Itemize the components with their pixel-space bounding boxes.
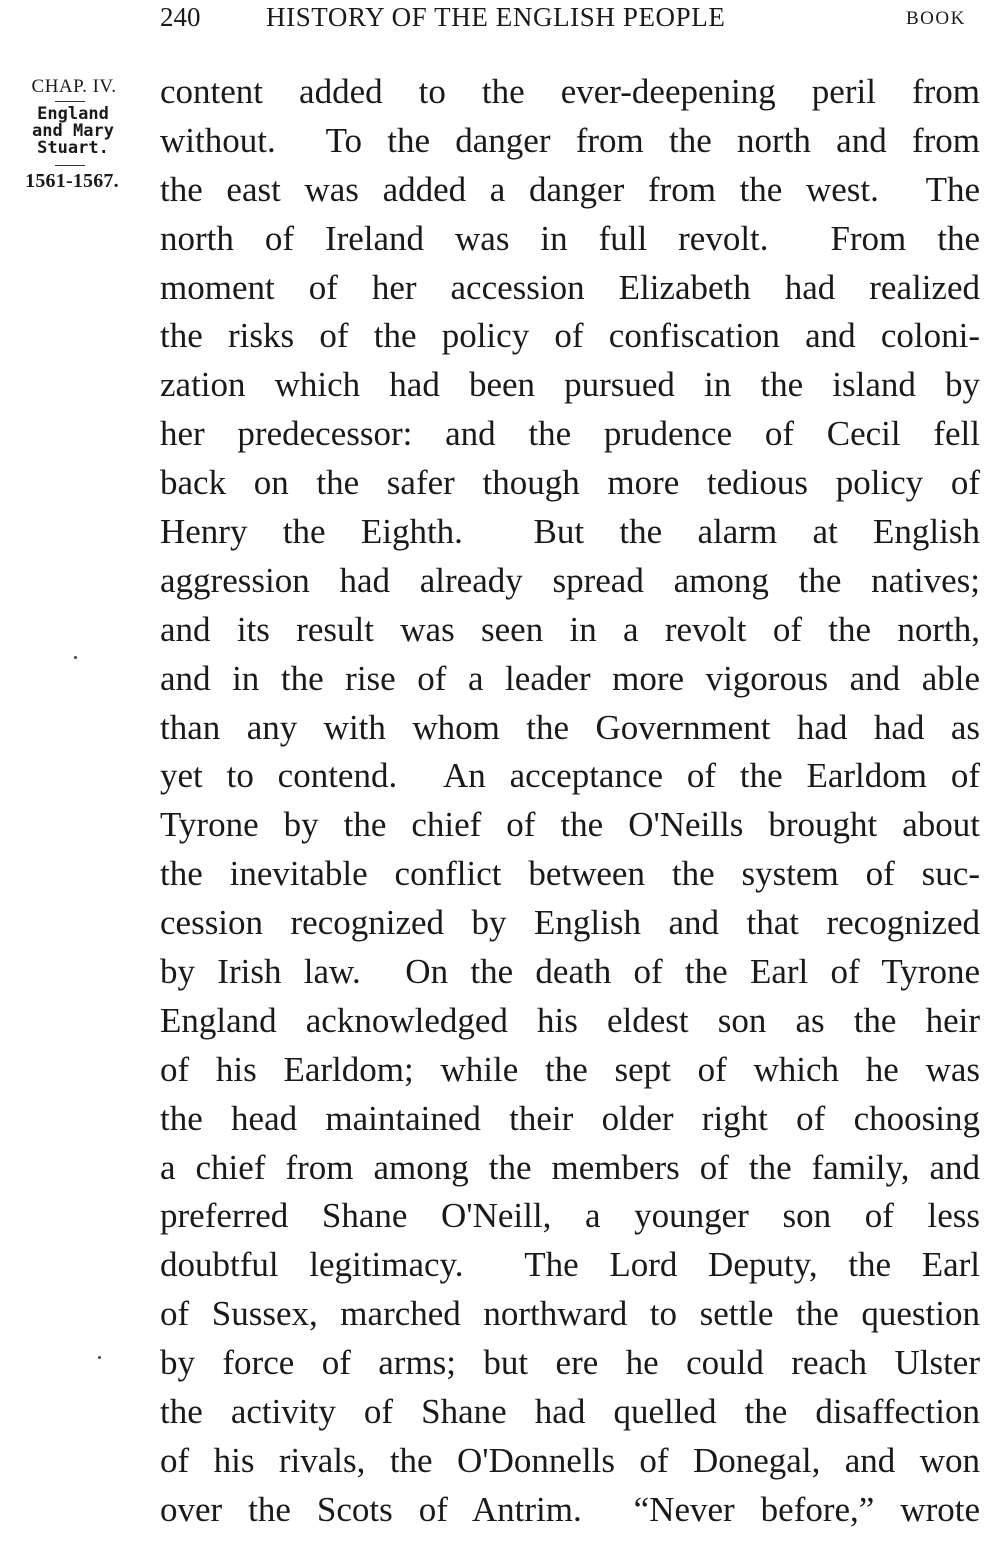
text-line: of his rivals, the O'Donnells of Donegal, and won	[160, 1440, 980, 1480]
text-line: her predecessor: and the prudence of Cecil fell	[160, 414, 980, 454]
text-line: doubtful legitimacy. The Lord Deputy, the Earl	[160, 1245, 980, 1285]
text-line: England acknowledged his eldest son as the heir	[160, 1000, 980, 1040]
text-line: moment of her accession Elizabeth had realized	[160, 267, 980, 307]
text-line: of his Earldom; while the sept of which he was	[160, 1049, 980, 1089]
print-speck	[98, 1356, 101, 1359]
text-line: back on the safer though more tedious policy of	[160, 463, 980, 503]
page-number: 240	[160, 2, 201, 32]
chapter-label: CHAP. IV.	[31, 76, 117, 97]
text-line: the risks of the policy of confiscation and coloni-	[160, 316, 980, 356]
margin-topic-line: England	[37, 104, 109, 124]
text-line: and in the rise of a leader more vigorous and able	[160, 658, 980, 698]
text-line: yet to contend. An acceptance of the Earldom of	[160, 756, 980, 796]
text-line: aggression had already spread among the natives;	[160, 560, 980, 600]
text-line: content added to the ever-deepening peril from	[160, 72, 980, 111]
margin-rule	[55, 165, 85, 166]
running-title: HISTORY OF THE ENGLISH PEOPLE	[266, 2, 726, 32]
print-speck	[74, 656, 77, 659]
text-line: the activity of Shane had quelled the disaffection	[160, 1392, 980, 1432]
text-line: north of Ireland was in full revolt. From the	[160, 218, 980, 258]
text-line: than any with whom the Government had had as	[160, 707, 980, 747]
body-text	[160, 68, 980, 1535]
text-line: by force of arms; but ere he could reach Ulster	[160, 1343, 980, 1383]
text-line: of Sussex, marched northward to settle the question	[160, 1294, 980, 1334]
text-line: cession recognized by English and that recognized	[160, 903, 980, 943]
text-line: a chief from among the members of the family, and	[160, 1147, 980, 1187]
margin-topic-line: Stuart.	[37, 138, 109, 158]
margin-notes	[0, 76, 140, 193]
running-book-label: BOOK	[906, 8, 966, 29]
text-line: without. To the danger from the north and from	[160, 120, 980, 160]
text-line: over the Scots of Antrim. “Never before,” wrote	[160, 1489, 980, 1529]
text-line: zation which had been pursued in the island by	[160, 365, 980, 405]
text-line: by Irish law. On the death of the Earl of Tyrone	[160, 952, 980, 992]
text-line: Tyrone by the chief of the O'Neills brought about	[160, 805, 980, 845]
text-line: preferred Shane O'Neill, a younger son of less	[160, 1196, 980, 1236]
text-line: the inevitable conflict between the system of suc-	[160, 854, 980, 894]
margin-dates: 1561-1567.	[25, 170, 119, 192]
text-line: the east was added a danger from the west. The	[160, 169, 980, 209]
text-line: and its result was seen in a revolt of the north,	[160, 609, 980, 649]
margin-rule	[55, 101, 85, 102]
text-line: Henry the Eighth. But the alarm at English	[160, 512, 980, 552]
margin-topic	[6, 106, 140, 157]
running-head	[0, 0, 1000, 36]
text-line: the head maintained their older right of choosing	[160, 1098, 980, 1138]
margin-topic-line: and Mary	[32, 121, 114, 141]
